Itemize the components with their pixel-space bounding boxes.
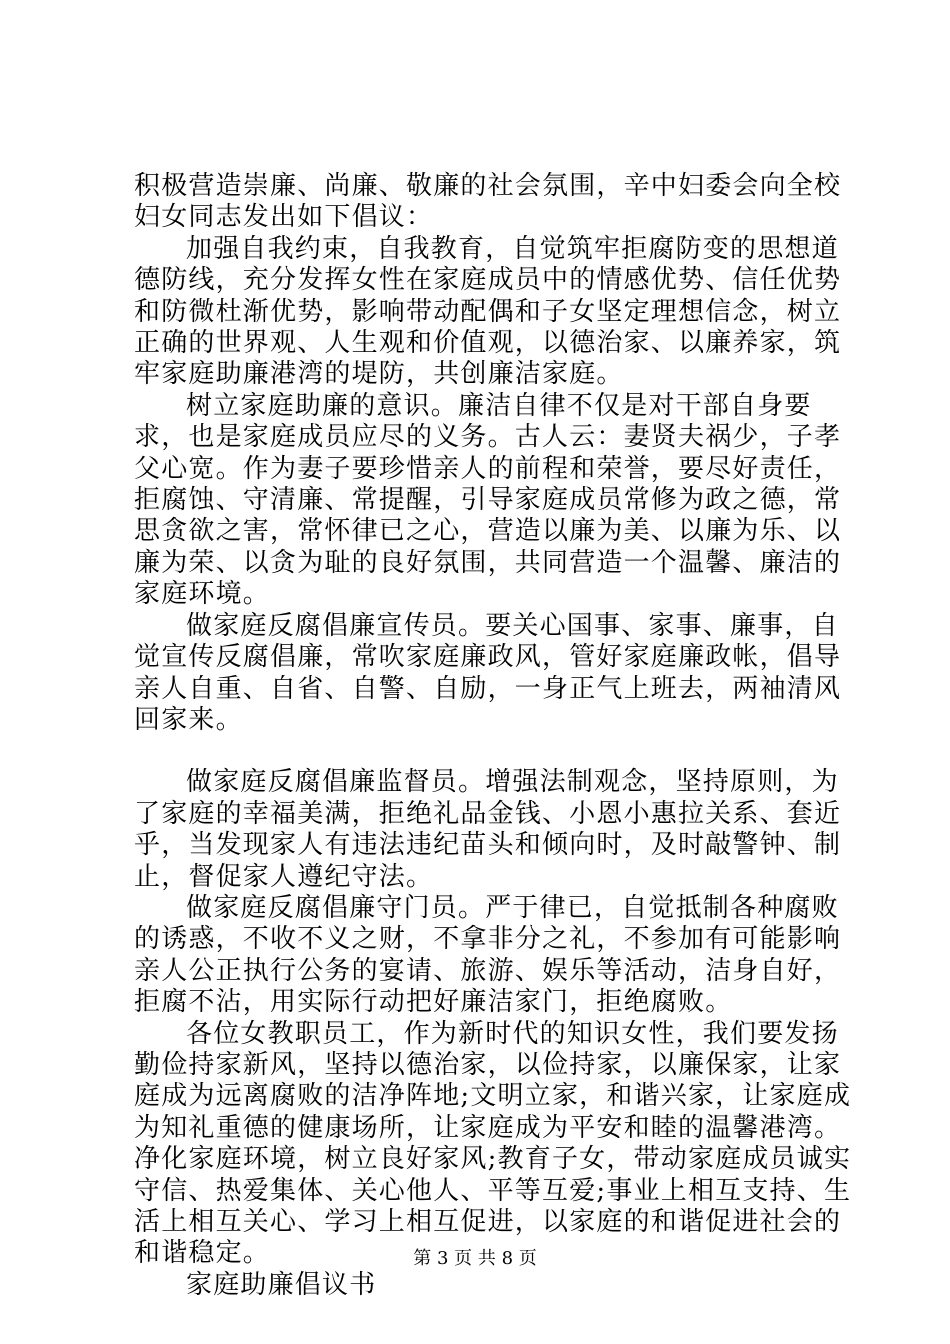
paragraph-title-line: 家庭助廉倡议书 — [186, 1269, 377, 1300]
paragraph-self-discipline: 加强自我约束，自我教育，自觉筑牢拒腐防变的思想道德防线，充分发挥女性在家庭成员中的情感优势、信任优势和防微杜渐优势，影响带动配偶和子女坚定理想信念，树立正确的世界观、人生观和价值观，以德治家、以廉养家，筑牢家庭助廉港湾的堤防，共创廉洁家庭。 — [134, 233, 842, 390]
paragraph-intro: 积极营造崇廉、尚廉、敬廉的社会氛围，辛中妇委会向全校妇女同志发出如下倡议： — [134, 171, 842, 233]
document-body — [134, 171, 854, 1301]
paragraph-gatekeeper: 做家庭反腐倡廉守门员。严于律已，自觉抵制各种腐败的诱惑，不收不义之财，不拿非分之礼，不参加有可能影响亲人公正执行公务的宴请、旅游、娱乐等活动，洁身自好，拒腐不沾，用实际行动把好廉洁家门，拒绝腐败。 — [134, 892, 842, 1018]
page-number-footer: 第 3 页 共 8 页 — [413, 1248, 537, 1269]
paragraph-supervisor: 做家庭反腐倡廉监督员。增强法制观念，坚持原则，为了家庭的幸福美满，拒绝礼品金钱、小恩小惠拉关系、套近乎，当发现家人有违法违纪苗头和倾向时，及时敲警钟、制止，督促家人遵纪守法。 — [134, 767, 842, 892]
paragraph-gap — [134, 736, 854, 767]
paragraph-propagandist: 做家庭反腐倡廉宣传员。要关心国事、家事、廉事，自觉宣传反腐倡廉，常吹家庭廉政风，管好家庭廉政帐，倡导亲人自重、自省、自警、自励，一身正气上班去，两袖清风回家来。 — [134, 610, 842, 735]
paragraph-closing: 各位女教职员工，作为新时代的知识女性，我们要发扬勤俭持家新风，坚持以德治家，以俭持家，以廉保家，让家庭成为远离腐败的洁净阵地;文明立家，和谐兴家，让家庭成为知礼重德的健康场所，让家庭成为平安和睦的温馨港湾。净化家庭环境，树立良好家风;教育子女，带动家庭成员诚实守信、热爱集体、关心他人、平等互爱;事业上相互支持、生活上相互关心、学习上相互促进，以家庭的和谐促进社会的和谐稳定。 — [134, 1018, 852, 1269]
paragraph-awareness: 树立家庭助廉的意识。廉洁自律不仅是对干部自身要求，也是家庭成员应尽的义务。古人云：妻贤夫祸少，子孝父心宽。作为妻子要珍惜亲人的前程和荣誉，要尽好责任，拒腐蚀、守清廉、常提醒，引导家庭成员常修为政之德，常思贪欲之害，常怀律已之心，营造以廉为美、以廉为乐、以廉为荣、以贪为耻的良好氛围，共同营造一个温馨、廉洁的家庭环境。 — [134, 390, 842, 610]
